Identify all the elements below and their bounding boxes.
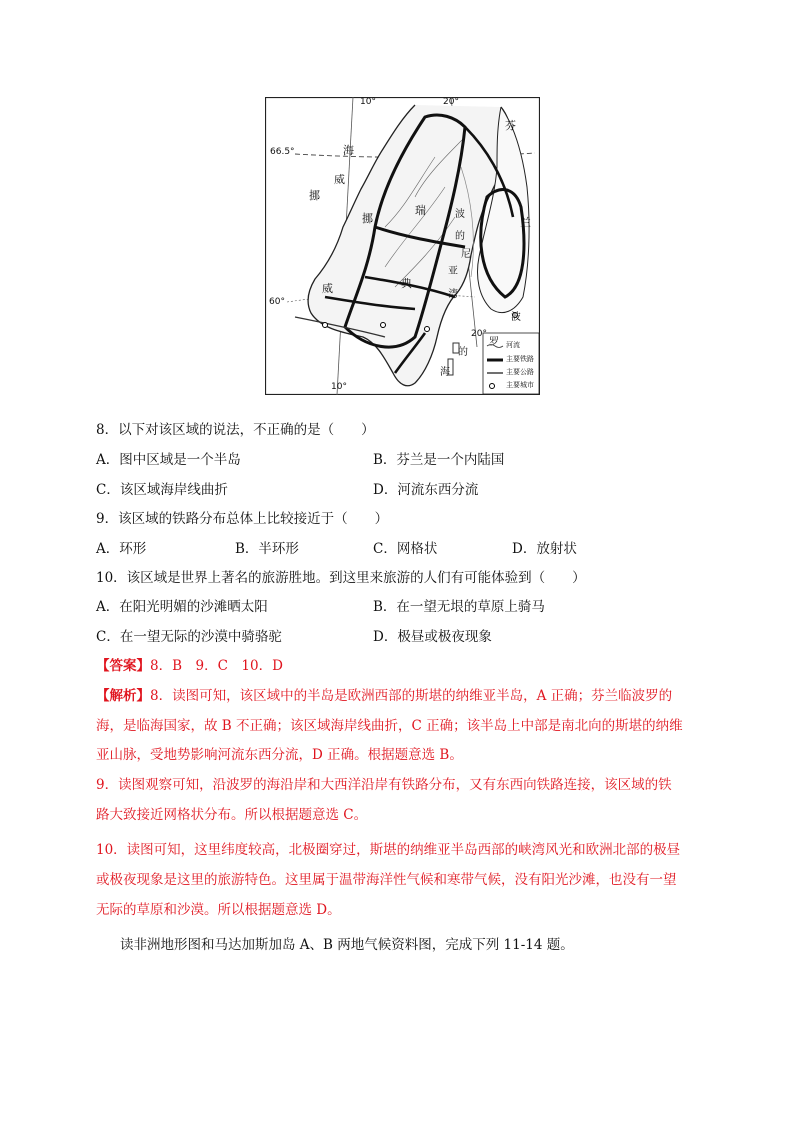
analysis-line-6: 10．读图可知，这里纬度较高，北极圈穿过，斯堪的纳维亚半岛西部的峡湾风光和欧洲北部的极昼 <box>96 842 681 858</box>
q9-option-b: B．半环形 <box>235 541 299 557</box>
map-char-rui: 瑞 <box>415 204 426 217</box>
map-char-nuo1: 挪 <box>309 189 320 202</box>
q8-option-c: C．该区域海岸线曲折 <box>96 482 228 498</box>
map-char-de2: 的 <box>458 347 468 358</box>
analysis-line-2: 海，是临海国家，故 B 不正确；该区域海岸线曲折，C 正确；该半岛上中部是南北向的斯堪的纳维 <box>96 718 683 734</box>
q10-stem: 10．该区域是世界上著名的旅游胜地。到这里来旅游的人们有可能体验到（ ） <box>96 570 586 586</box>
map-label-lat-66-5: 66.5° <box>270 147 295 157</box>
map-char-ni: 尼 <box>461 249 471 260</box>
map-char-nuo2: 挪 <box>362 212 373 225</box>
analysis-line-1 <box>96 686 672 706</box>
map-label-lon-10-bottom: 10° <box>331 382 347 392</box>
map-char-wei1: 威 <box>334 173 345 186</box>
q9-option-c: C．网格状 <box>373 541 438 557</box>
scandinavia-map <box>265 97 540 395</box>
analysis-line-4: 9．读图观察可知，沿波罗的海沿岸和大西洋沿岸有铁路分布，又有东西向铁路连接，该区域的铁 <box>96 777 672 793</box>
legend-rail-label: 主要铁路 <box>506 355 534 363</box>
q10-option-b: B．在一望无垠的草原上骑马 <box>373 599 545 615</box>
analysis-text-1: 8．读图可知，该区域中的半岛是欧洲西部的斯堪的纳维亚半岛，A 正确；芬兰临波罗的 <box>150 688 673 704</box>
map-char-dian: 典 <box>401 277 412 290</box>
map-char-wan: 湾 <box>448 289 458 300</box>
analysis-line-3: 亚山脉，受地势影响河流东西分流，D 正确。根据题意选 B。 <box>96 747 463 763</box>
answer-line <box>96 656 283 676</box>
next-questions-intro: 读非洲地形图和马达加斯加岛 A、B 两地气候资料图，完成下列 11-14 题。 <box>120 937 574 953</box>
analysis-line-7: 或极夜现象是这里的旅游特色。这里属于温带海洋性气候和寒带气候，没有阳光沙滩，也没有一望 <box>96 872 677 888</box>
analysis-line-8: 无际的草原和沙漠。所以根据题意选 D。 <box>96 902 341 918</box>
map-char-hai2: 海 <box>440 367 450 378</box>
map-char-bo2: 波 <box>511 312 521 323</box>
q10-option-c: C．在一望无际的沙漠中骑骆驼 <box>96 629 282 645</box>
q10-option-d: D．极昼或极夜现象 <box>373 629 492 645</box>
legend-road-label: 主要公路 <box>506 368 534 376</box>
map-char-bo1: 波 <box>455 209 465 220</box>
q8-option-b: B．芬兰是一个内陆国 <box>373 452 505 468</box>
map-char-hai1: 海 <box>343 144 354 157</box>
legend-city-label: 主要城市 <box>506 381 534 389</box>
legend-river-label: 河流 <box>506 341 520 349</box>
q10-option-a: A．在阳光明媚的沙滩晒太阳 <box>96 599 268 615</box>
answer-text: 8．B 9．C 10．D <box>150 658 283 674</box>
q9-option-a: A．环形 <box>96 541 147 557</box>
answer-tag: 【答案】 <box>96 658 150 674</box>
map-char-lan: 兰 <box>520 216 531 229</box>
map-label-lat-60: 60° <box>269 297 285 307</box>
q9-option-d: D．放射状 <box>512 541 577 557</box>
q8-option-a: A．图中区域是一个半岛 <box>96 452 241 468</box>
map-label-lon-20-bottom: 20° <box>471 329 487 339</box>
q9-stem: 9．该区域的铁路分布总体上比较接近于（ ） <box>96 511 389 527</box>
q8-option-d: D．河流东西分流 <box>373 482 479 498</box>
map-char-fen: 芬 <box>505 119 516 132</box>
map-char-wei2: 威 <box>322 282 333 295</box>
q8-stem: 8．以下对该区域的说法，不正确的是（ ） <box>96 422 375 438</box>
map-label-lon-20-top: 20° <box>443 97 459 107</box>
map-char-de1: 的 <box>455 231 465 242</box>
analysis-line-5: 路大致接近网格状分布。所以根据题意选 C。 <box>96 807 368 823</box>
map-label-lon-10-top: 10° <box>360 97 376 107</box>
map-char-luo: 罗 <box>489 337 499 348</box>
analysis-tag: 【解析】 <box>96 688 150 704</box>
map-char-ya: 亚 <box>448 266 458 277</box>
